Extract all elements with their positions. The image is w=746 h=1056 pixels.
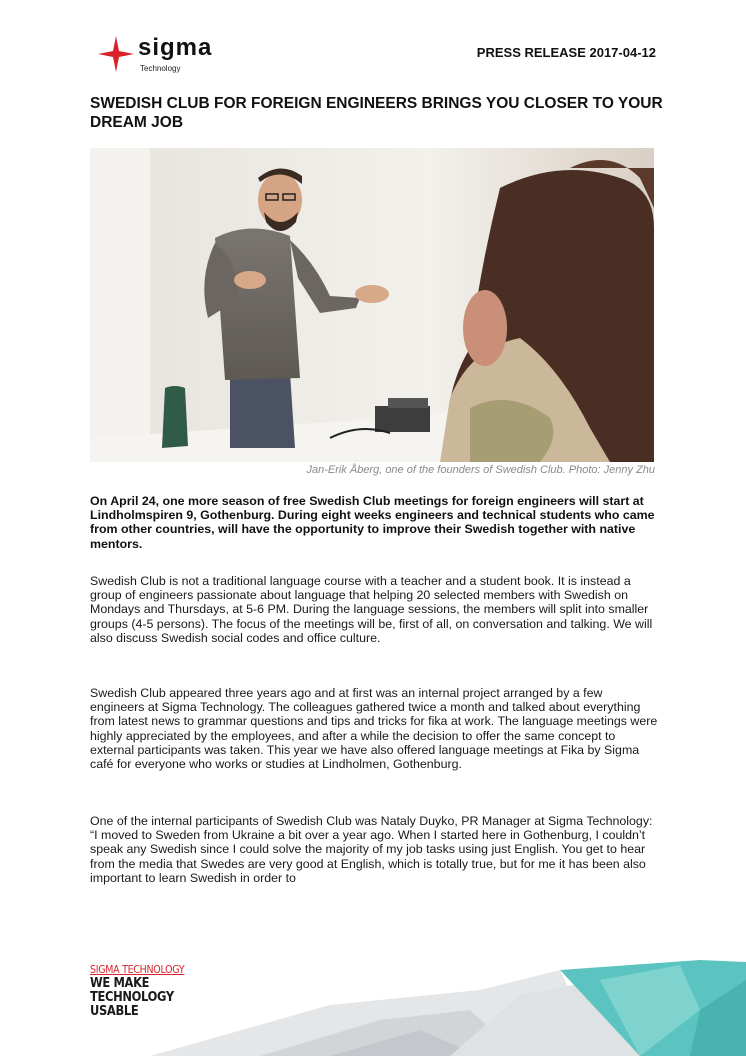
- sigma-logo: [96, 34, 236, 76]
- footer-slogan-line: TECHNOLOGY: [90, 989, 174, 1005]
- body-paragraph: Swedish Club is not a traditional language course with a teacher and a student book. It is instead a group of engineers passionate about language that helping 20 selected members with Swedish on Mondays and Thursdays, at 5-6 PM. During the language sessions, the members will split into smaller groups (4-5 persons). The focus of the meetings will be, first of all, on conversation and talking. We will also discuss Swedish social codes and office culture.: [90, 574, 653, 645]
- footer-slogan-line: WE MAKE: [90, 975, 150, 991]
- footer-tagline: [90, 964, 195, 1018]
- photo-caption: Jan-Erik Åberg, one of the founders of Swedish Club. Photo: Jenny Zhu: [306, 464, 655, 476]
- footer-brand: SIGMA TECHNOLOGY: [90, 964, 185, 976]
- headline: SWEDISH CLUB FOR FOREIGN ENGINEERS BRINGS YOU CLOSER TO YOUR DREAM JOB: [90, 95, 663, 131]
- body-paragraph: Swedish Club appeared three years ago and at first was an internal project arranged by a few engineers at Sigma Technology. The colleagues gathered twice a month and talked about everything from latest news to grammar questions and tips and tricks for fika at work. The language meetings were highly appreciated by the employees, and after a while the decision to offer the same concept to external participants was taken. This year we have also offered language meetings at Fika by Sigma café for everyone who works or studies at Lindholmen, Gothenburg.: [90, 686, 658, 772]
- footer-slogan-line: USABLE: [90, 1003, 139, 1019]
- body-paragraph: One of the internal participants of Swedish Club was Nataly Duyko, PR Manager at Sigma Technology: “I moved to Sweden from Ukraine a bit over a year ago. When I started here in Gothenburg, I couldn’t speak any Swedish since I could solve the majority of my job tasks using just English. You get to hear from the media that Swedes are very good at English, which is totally true, but for me it has been also important to learn Swedish in order to: [90, 814, 653, 885]
- logo-subtitle: Technology: [140, 64, 181, 73]
- sigma-cross-icon: [96, 34, 136, 74]
- logo-wordmark: sigma: [138, 34, 213, 61]
- press-release-date: PRESS RELEASE 2017-04-12: [476, 45, 656, 60]
- lead-paragraph: On April 24, one more season of free Swedish Club meetings for foreign engineers will start at Lindholmspiren 9, Gothenburg. During eight weeks engineers and technical students who came from other countries, will have the opportunity to improve their Swedish together with native mentors.: [90, 494, 655, 551]
- article-photo: [90, 148, 654, 462]
